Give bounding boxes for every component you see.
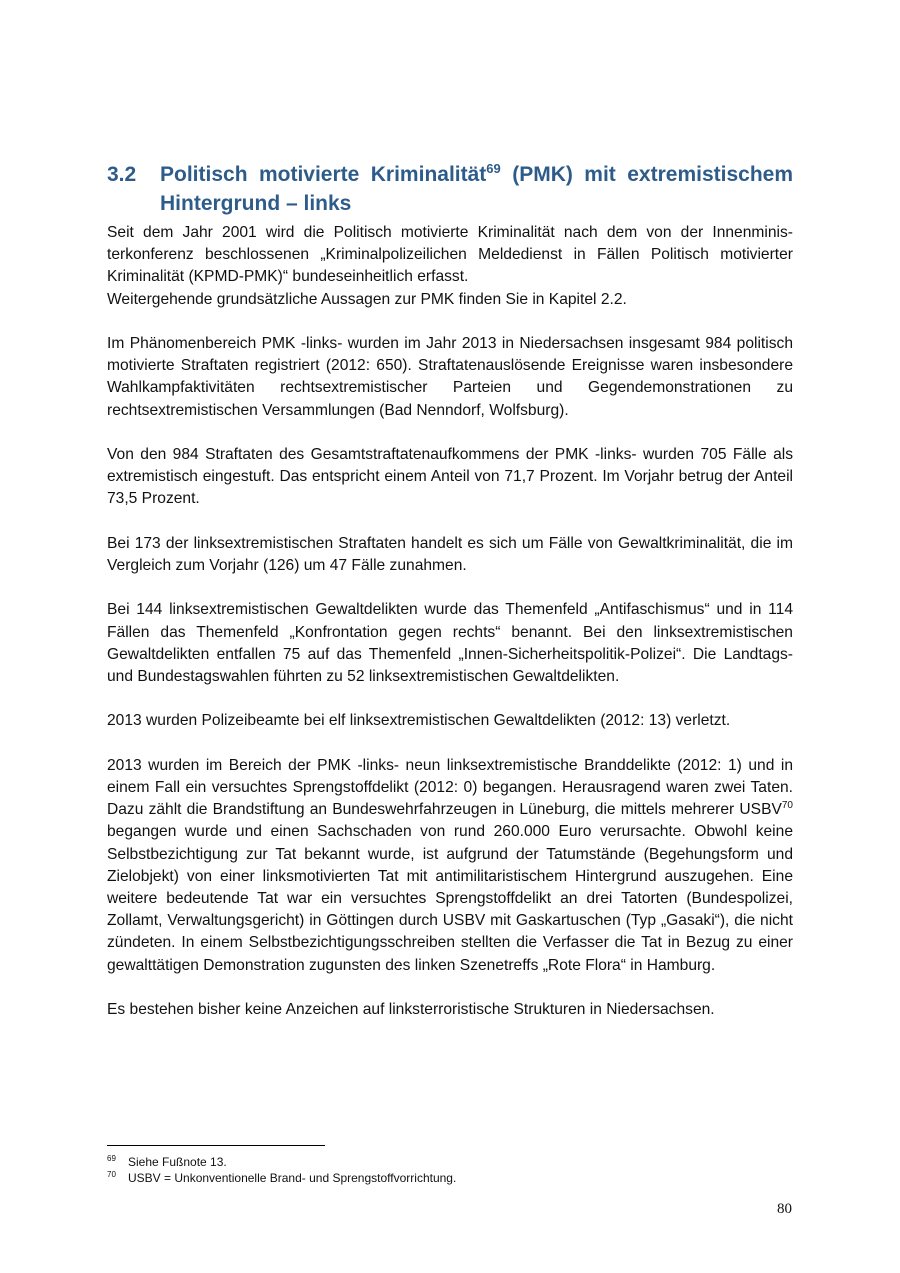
- footnote-mark: 69: [107, 1154, 116, 1163]
- paragraph-3: Von den 984 Straftaten des Gesamtstraftatenaufkommens der PMK -links- wurden 705 Fälle als extremistisch eingestuft. Das entspricht einem Anteil von 71,7 Prozent. Im Vorjahr betrug der Anteil 73,5 Prozent.: [107, 446, 793, 508]
- body-text: [107, 222, 793, 1043]
- footnote-69: [107, 1154, 793, 1170]
- section-title: [160, 160, 793, 218]
- section-title-part1: Politisch motivierte Kriminalität: [160, 163, 487, 187]
- paragraph-7-part1: 2013 wurden im Bereich der PMK -links- neun linksextremistische Branddelikte (2012: 1) und in einem Fall ein versuchtes Sprengstoffdelikt (2012: 0) begangen. Herausragend waren zwei Taten. Dazu zählt die Brandstiftung an Bundeswehrfahrzeugen in Lüneburg, die mittels mehrerer USBV: [107, 756, 793, 819]
- paragraph-6: 2013 wurden Polizeibeamte bei elf linksextremistischen Gewaltdelikten (2012: 13) verletzt.: [107, 712, 731, 730]
- footnote-ref-70[interactable]: 70: [781, 800, 793, 811]
- paragraph-2: Im Phänomenbereich PMK -links- wurden im Jahr 2013 in Niedersachsen insgesamt 984 politisch motivierte Straftaten registriert (2012: 650). Straftatenauslösende Ereignisse waren insbesondere Wahlkampfaktivitäten rechtsextremistischer Parteien und Gegendemonstrationen zu rechtsextremistischen Versammlungen (Bad Nenndorf, Wolfsburg).: [107, 335, 793, 419]
- section-number: 3.2: [107, 163, 137, 187]
- section-heading: [107, 160, 793, 218]
- footnote-mark: 70: [107, 1170, 116, 1179]
- section-title-part2: (PMK) mit extremistischem Hintergrund – links: [160, 163, 793, 216]
- paragraph-8: Es bestehen bisher keine Anzeichen auf linksterroristische Strukturen in Niedersachsen.: [107, 1001, 715, 1018]
- paragraph-7: [107, 755, 793, 977]
- footnote-70: [107, 1170, 793, 1186]
- paragraph-7-part2: begangen wurde und einen Sachschaden von rund 260.000 Euro verursachte. Obwohl keine Selbstbezichtigung zur Tat bekannt wurde, ist aufgrund der Tatumstände (Begehungsform und Zielobjekt) von einer linksmotivierten Tat mit antimilitaristischem Hintergrund auszugehen. Eine weitere bedeutende Tat war ein versuchtes Sprengstoffdelikt an drei Tatorten (Bundespolizei, Zollamt, Verwaltungsgericht) in Göttingen durch USBV mit Gaskartuschen (Typ „Gasaki“), die nicht zündeten. In einem Selbstbezichtigungsschreiben stellten die Verfasser die Tat in Bezug zu einer gewalttätigen Demonstration zugunsten des linken Szenetreffs „Rote Flora“ in Hamburg.: [107, 823, 793, 974]
- footnotes: [107, 1154, 793, 1186]
- footnote-divider: [107, 1145, 325, 1146]
- page-number: 80: [777, 1201, 792, 1217]
- paragraph-5: Bei 144 linksextremistischen Gewaltdelikten wurde das Themenfeld „Antifaschismus“ und in 114 Fällen das Themenfeld „Konfrontation gegen rechts“ benannt. Bei den linksextremistischen Gewaltdelikten entfallen 75 auf das Themenfeld „Innen-Sicherheitspolitik-Polizei“. Die Landtags- und Bundestagswahlen führten zu 52 linksextremistischen Gewaltdelikten.: [107, 601, 793, 685]
- footnote-text: USBV = Unkonventionelle Brand- und Sprengstoffvorrichtung.: [128, 1171, 457, 1185]
- paragraph-1b: Weitergehende grundsätzliche Aussagen zur PMK finden Sie in Kapitel 2.2.: [107, 290, 627, 308]
- footnote-text: Siehe Fußnote 13.: [128, 1155, 227, 1169]
- footnote-ref-69[interactable]: 69: [486, 161, 501, 177]
- paragraph-1a: Seit dem Jahr 2001 wird die Politisch motivierte Kriminalität nach dem von der Innenministerkonferenz beschlossenen „Kriminalpolizeilichen Meldedienst in Fällen Politisch motivierter Kriminalität (KPMD-PMK)“ bundeseinheitlich erfasst.: [107, 224, 793, 286]
- paragraph-4: Bei 173 der linksextremistischen Straftaten handelt es sich um Fälle von Gewaltkriminalität, die im Vergleich zum Vorjahr (126) um 47 Fälle zunahmen.: [107, 534, 793, 574]
